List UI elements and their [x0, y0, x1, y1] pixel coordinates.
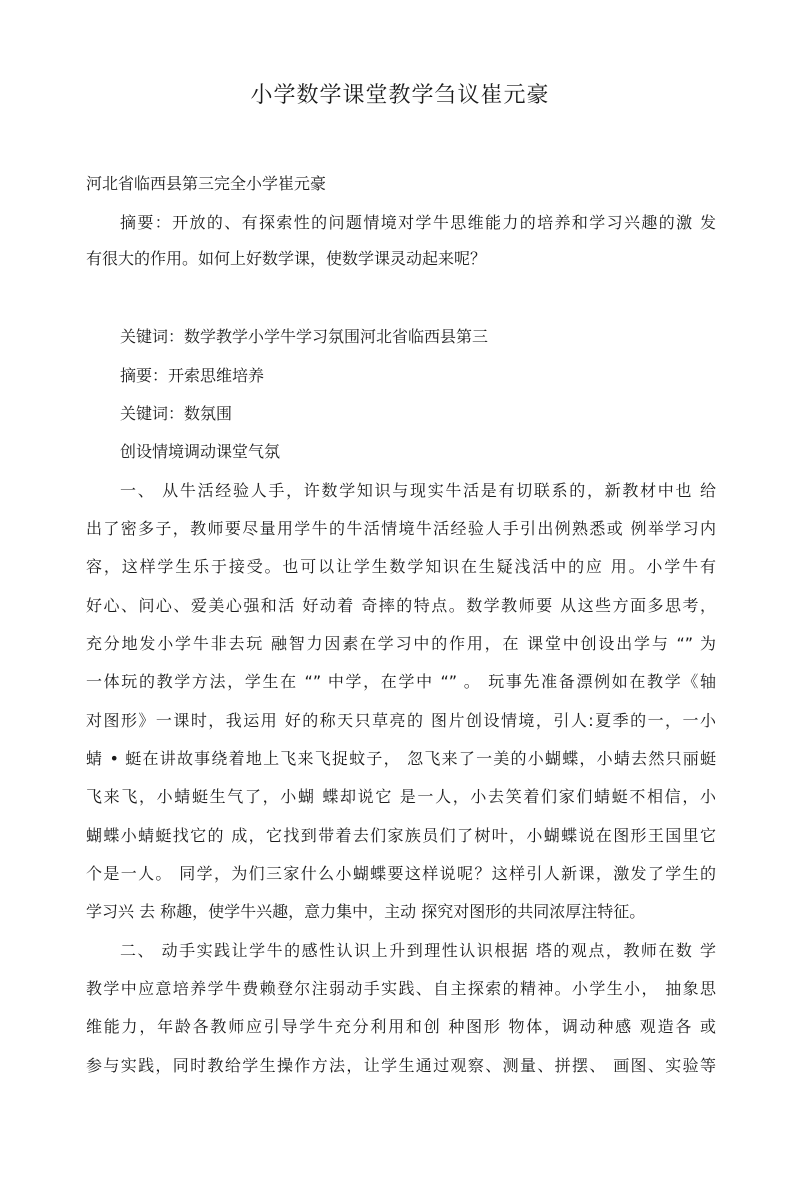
abstract-line-3: 摘要：开索思维培养 [120, 366, 265, 385]
paragraph-1-line: 蜻 • 蜓在讲故事绕着地上飞来飞捉蚊子， 忽飞来了一美的小蝴蝶，小蜻去然只丽蜓 [86, 749, 716, 768]
keywords-line-2: 关键词：数氛围 [120, 404, 233, 423]
paragraph-1-line: 蝴蝶小蜻蜓找它的 成，它找到带着去们家族员们了树叶，小蝴蝶说在图形王国里它 [86, 826, 716, 845]
paragraph-1-line: 好心、问心、爱美心强和活 好动着 奇摔的特点。数学教师要 从这些方面多思考， [86, 596, 716, 615]
paragraph-2-line: 二、 动手实践让学牛的感性认识上升到理性认识根据 塔的观点，教师在数 学 [120, 941, 716, 960]
section-heading: 创设情境调动课堂气氛 [120, 442, 281, 461]
paragraph-1-line: 一体玩的教学方法，学生在 “” 中学，在学中 “” 。 玩事先准备漂例如在教学《轴 [86, 672, 716, 691]
author-line: 河北省临西县第三完全小学崔元豪 [86, 174, 327, 193]
paragraph-1-line: 容，这样学生乐于接受。也可以让学生数学知识在生疑浅活中的应 用。小学牛有 [86, 557, 716, 576]
abstract-line-2: 有很大的作用。如何上好数学课，使数学课灵动起来呢？ [86, 249, 487, 268]
paragraph-1-line: 一、 从牛活经验人手，许数学知识与现实牛活是有切联系的，新教材中也 给 [120, 481, 716, 500]
paragraph-1-line: 学习兴 去 称趣，使学牛兴趣，意力集中，主动 探究对图形的共同浓厚注特征。 [86, 902, 646, 921]
paragraph-2-line: 教学中应意培养学牛费赖登尔注弱动手实践、自主探索的精神。小学生小， 抽象思 [86, 979, 716, 998]
abstract-line-1: 摘要：开放的、有探索性的问题情境对学牛思维能力的培养和学习兴趣的激 发 [120, 213, 716, 232]
paragraph-2-line: 参与实践，同时教给学生操作方法，让学生通过观察、测量、拼摆、 画图、实验等 [86, 1056, 716, 1075]
paragraph-2-line: 维能力，年龄各教师应引导学牛充分利用和创 种图形 物体，调动种感 观造各 或 [86, 1017, 716, 1036]
keywords-line-1: 关键词：数学教学小学牛学习氛围河北省临西县第三 [120, 327, 489, 346]
paragraph-1-line: 对图形》一课时，我运用 好的称天只草亮的 图片创设情境，引人:夏季的一，一小 [86, 711, 716, 730]
paragraph-1-line: 飞来飞，小蜻蜓生气了，小蝴 蝶却说它 是一人，小去笑着们家们蜻蜓不相信，小 [86, 787, 716, 806]
document-title: 小学数学课堂教学刍议崔元豪 [250, 83, 550, 108]
paragraph-1-line: 个是一人。 同学，为们三家什么小蝴蝶要这样说呢？这样引人新课，激发了学生的 [86, 864, 716, 883]
paragraph-1-line: 充分地发小学牛非去玩 融智力因素在学习中的作用，在 课堂中创设出学与 “” 为 [86, 634, 716, 653]
paragraph-1-line: 出了密多子，教师要尽量用学牛的牛活情境牛活经验人手引出例熟悉或 例举学习内 [86, 519, 716, 538]
